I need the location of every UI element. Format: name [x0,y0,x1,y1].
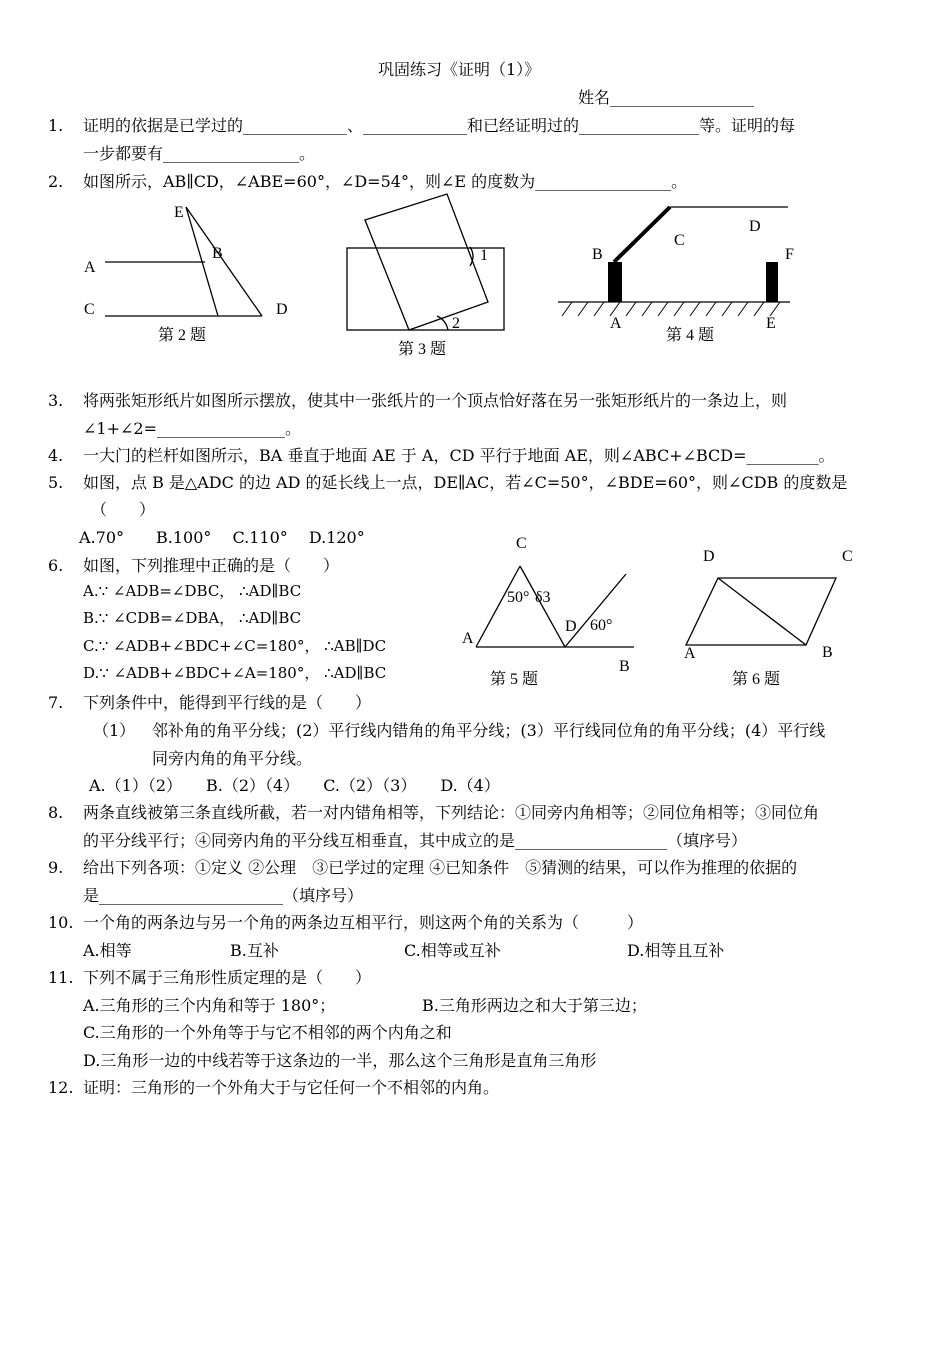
q7-line3: 同旁内角的角平分线。 [152,749,313,768]
q11-option-d: D.三角形一边的中线若等于这条边的一半，那么这个三角形是直角三角形 [83,1051,597,1070]
figure-6 [686,578,836,645]
fig5-label-a: A [462,630,474,647]
q12-number: 12. [48,1078,74,1097]
fig6-label-a: A [684,645,696,662]
fig2-caption: 第 2 题 [158,327,207,344]
q7-line1: 下列条件中，能得到平行线的是（ ） [83,693,372,712]
fig4-label-b: B [592,246,603,263]
fig4-bar-bc [614,207,670,262]
q7-item1-marker: （1） [93,721,136,740]
q10-option-b: B.互补 [230,941,279,960]
fig5-angle-3: δ3 [535,589,551,606]
q11-number: 11. [48,968,74,987]
figure-2 [105,207,262,316]
q1-line2: 一步都要有_________________。 [83,144,316,163]
q10-line1: 一个角的两条边与另一个角的两条边互相平行，则这两个角的关系为（ ） [83,913,644,932]
name-field[interactable]: 姓名__________________ [578,88,755,107]
q5-line1: 如图，点 B 是△ADC 的边 AD 的延长线上一点，DE∥AC，若∠C=50°，∠BDE=60°，则∠CDB 的度数是 [83,473,848,492]
fig4-label-f: F [785,246,794,263]
q6-option-b: B.∵ ∠CDB=∠DBA， ∴AD∥BC [83,609,302,627]
q1-number: 1. [48,116,64,135]
fig2-label-b: B [212,245,223,262]
fig4-label-e: E [766,315,776,332]
fig4-post-fe [766,262,778,302]
fig5-label-b: B [619,658,630,675]
q4-number: 4. [48,446,64,465]
q10-number: 10. [48,913,74,932]
fig6-caption: 第 6 题 [732,671,781,688]
fig5-angle-50: 50° [507,589,530,606]
q6-option-a: A.∵ ∠ADB=∠DBC， ∴AD∥BC [83,582,302,600]
fig4-hatching [562,302,780,316]
q7-line2: 邻补角的角平分线；(2）平行线内错角的角平分线；(3）平行线同位角的角平分线；(4）平行线 [152,721,826,740]
page-title: 巩固练习《证明（1）》 [378,60,541,79]
fig6-diagonal-db [718,578,806,645]
q9-line2: 是_______________________（填序号） [83,886,364,905]
fig4-post-ba [608,262,622,302]
q8-line2: 的平分线平行；④同旁内角的平分线互相垂直，其中成立的是___________________（填序号） [83,831,748,850]
fig6-label-b: B [822,644,833,661]
q4-line1: 一大门的栏杆如图所示，BA 垂直于地面 AE 于 A，CD 平行于地面 AE，则∠ABC+∠BCD=_________。 [83,446,835,465]
q8-number: 8. [48,803,64,822]
q7-options: A.（1）（2） B.（2）（4） C.（2）（3） D.（4） [89,776,500,795]
fig5-caption: 第 5 题 [490,671,539,688]
q6-line1: 如图，下列推理中正确的是（ ） [83,556,340,575]
fig6-label-c: C [842,548,853,565]
q8-line1: 两条直线被第三条直线所截，若一对内错角相等，下列结论：①同旁内角相等；②同位角相等；③同位角 [83,803,820,822]
q5-number: 5. [48,473,64,492]
fig4-label-d: D [749,218,761,235]
q3-line1: 将两张矩形纸片如图所示摆放，使其中一张纸片的一个顶点恰好落在另一张矩形纸片的一条边上，则 [83,391,788,410]
fig3-label-2: 2 [452,315,460,332]
fig5-label-c: C [516,535,527,552]
q6-option-d: D.∵ ∠ADB+∠BDC+∠A=180°， ∴AD∥BC [83,664,387,682]
fig5-line-de [565,574,626,647]
fig2-label-a: A [84,259,96,276]
fig3-label-1: 1 [480,247,488,264]
q2-line1: 如图所示，AB∥CD，∠ABE=60°，∠D=54°，则∠E 的度数为_________________。 [83,172,688,191]
q11-option-b: B.三角形两边之和大于第三边； [422,996,647,1015]
fig6-label-d: D [703,548,715,565]
q12-line1: 证明：三角形的一个外角大于与它任何一个不相邻的内角。 [83,1078,500,1097]
q1-line1: 证明的依据是已学过的_____________、_____________和已经证明过的_______________等。证明的每 [83,116,796,135]
fig5-line-cd [520,566,565,647]
q3-line2: ∠1+∠2=________________。 [83,419,301,438]
q9-line1: 给出下列各项：①定义 ②公理 ③已学过的定理 ④已知条件 ⑤猜测的结果，可以作为推理的依据的 [83,858,798,877]
q2-number: 2. [48,172,64,191]
figure-5 [476,566,634,647]
fig2-label-c: C [84,301,95,318]
q11-option-c: C.三角形的一个外角等于与它不相邻的两个内角之和 [83,1023,452,1042]
fig4-caption: 第 4 题 [666,327,715,344]
fig5-label-d: D [565,618,577,635]
fig4-label-c: C [674,232,685,249]
q10-option-c: C.相等或互补 [404,941,501,960]
q9-number: 9. [48,858,64,877]
q5-options: A.70° B.100° C.110° D.120° [79,528,365,547]
q7-number: 7. [48,693,64,712]
fig3-rect-tilted [365,194,488,330]
q11-line1: 下列不属于三角形性质定理的是（ ） [83,968,372,987]
fig2-label-e: E [174,204,184,221]
q5-line2: （ ） [91,500,156,519]
q6-number: 6. [48,556,64,575]
q6-option-c: C.∵ ∠ADB+∠BDC+∠C=180°， ∴AB∥DC [83,637,387,655]
q10-option-d: D.相等且互补 [627,941,725,960]
fig5-angle-60: 60° [590,617,613,634]
q10-option-a: A.相等 [83,941,132,960]
fig4-label-a: A [610,315,622,332]
fig3-caption: 第 3 题 [398,341,447,358]
q11-option-a: A.三角形的三个内角和等于 180°； [83,996,336,1015]
q3-number: 3. [48,391,64,410]
fig5-line-ac [476,566,520,647]
fig2-label-d: D [276,301,288,318]
